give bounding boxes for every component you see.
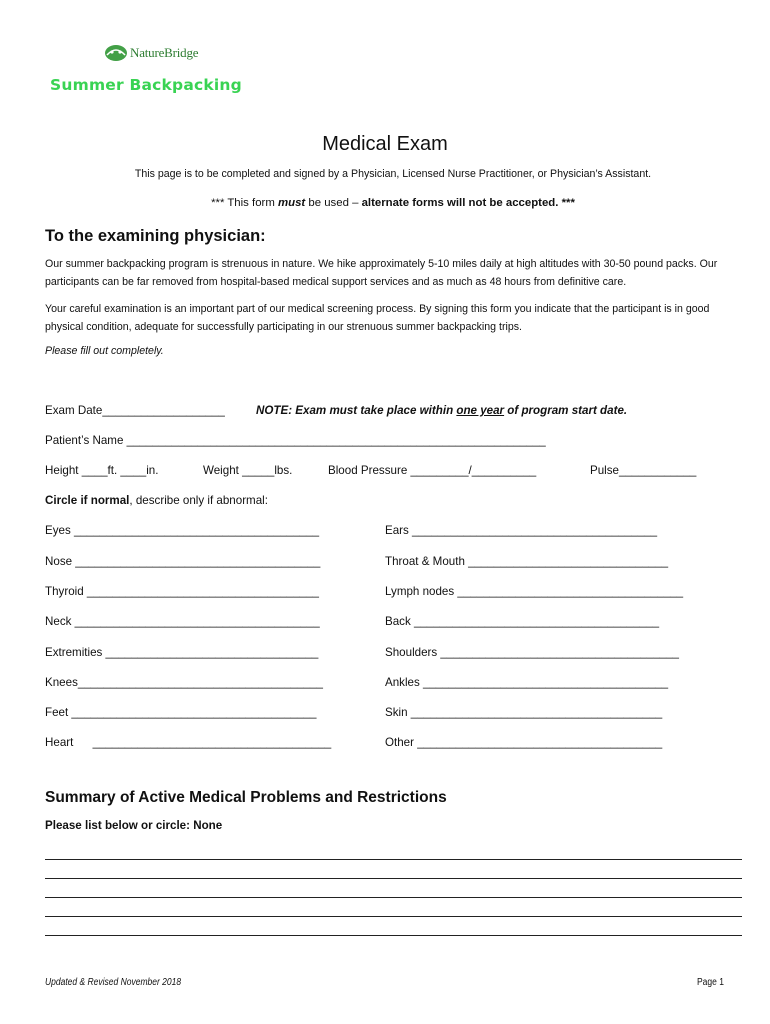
list-instruction: Please list below or circle: None (45, 819, 223, 832)
summary-line-5[interactable] (45, 935, 742, 936)
summary-line-3[interactable] (45, 897, 742, 898)
summary-line-4[interactable] (45, 916, 742, 917)
exam-ankles-field[interactable]: Ankles ______________________________________ (385, 676, 669, 689)
blood-pressure-field[interactable]: Blood Pressure _________/__________ (328, 464, 537, 477)
weight-field[interactable]: Weight _____lbs. (203, 464, 293, 477)
intro-text: This page is to be completed and signed by a Physician, Licensed Nurse Practitioner, or Physician’s Assistant. (134, 168, 652, 180)
exam-eyes-field[interactable]: Eyes ______________________________________ (45, 524, 320, 537)
summary-heading: Summary of Active Medical Problems and Restrictions (45, 789, 447, 806)
exam-shoulders-field[interactable]: Shoulders _____________________________________ (385, 646, 679, 659)
exam-feet-field[interactable]: Feet ______________________________________ (45, 706, 317, 719)
paragraph-program-description: Our summer backpacking program is strenuous in nature. We hike approximately 5-10 miles daily at high altitudes with 30-50 pound packs. Our participants can be far removed from hospital-based medical support services and as much as 48 hours from definitive care. (45, 258, 718, 288)
circle-instruction (45, 494, 268, 507)
brand-name: NatureBridge (130, 45, 199, 60)
program-title: Summer Backpacking (50, 76, 242, 94)
page-title: Medical Exam (322, 133, 448, 155)
exam-thyroid-field[interactable]: Thyroid ____________________________________ (45, 585, 320, 598)
pulse-field[interactable]: Pulse____________ (590, 464, 697, 477)
exam-back-field[interactable]: Back ______________________________________ (385, 615, 660, 628)
exam-knees-field[interactable]: Knees______________________________________ (45, 676, 323, 689)
warning-middle: be used – (305, 197, 362, 209)
exam-lymph-nodes-field[interactable]: Lymph nodes ___________________________________ (385, 585, 684, 598)
exam-heart-field[interactable]: Heart _____________________________________ (45, 736, 332, 749)
exam-throat-mouth-field[interactable]: Throat & Mouth _______________________________ (385, 555, 669, 568)
warning-must: must (277, 197, 306, 209)
footer-revision: Updated & Revised November 2018 (45, 977, 182, 988)
exam-date-note (256, 404, 627, 417)
exam-ears-field[interactable]: Ears ______________________________________ (385, 524, 658, 537)
form-warning (0, 197, 770, 209)
summary-line-2[interactable] (45, 878, 742, 879)
naturebridge-logo (104, 42, 198, 64)
paragraph-examination-importance: Your careful examination is an important part of our medical screening process. By signing this form you indicate that the participant is in good physical condition, adequate for successfully participating in our strenuous summer backpacking trips. (45, 303, 710, 333)
fill-instruction: Please fill out completely. (45, 345, 164, 357)
note-suffix: of program start date. (504, 404, 628, 417)
warning-prefix: *** This form (211, 197, 278, 209)
summary-line-1[interactable] (45, 859, 742, 860)
section-heading: To the examining physician: (45, 227, 266, 245)
exam-nose-field[interactable]: Nose ______________________________________ (45, 555, 321, 568)
height-field[interactable]: Height ____ft. ____in. (45, 464, 159, 477)
naturebridge-logo-icon (104, 43, 128, 63)
exam-extremities-field[interactable]: Extremities _________________________________ (45, 646, 319, 659)
exam-skin-field[interactable]: Skin _______________________________________ (385, 706, 663, 719)
circle-bold: Circle if normal (45, 494, 130, 507)
patient-name-field[interactable]: Patient’s Name _________________________________________________________________ (45, 434, 546, 447)
exam-other-field[interactable]: Other ______________________________________ (385, 736, 663, 749)
circle-rest: , describe only if abnormal: (129, 494, 268, 507)
exam-neck-field[interactable]: Neck ______________________________________ (45, 615, 320, 628)
exam-date-field[interactable]: Exam Date___________________ (45, 404, 225, 417)
warning-bold: alternate forms will not be accepted. *** (361, 197, 575, 209)
note-underlined: one year (456, 404, 505, 417)
note-prefix: NOTE: Exam must take place within (256, 404, 457, 417)
footer-page-number: Page 1 (697, 977, 724, 988)
